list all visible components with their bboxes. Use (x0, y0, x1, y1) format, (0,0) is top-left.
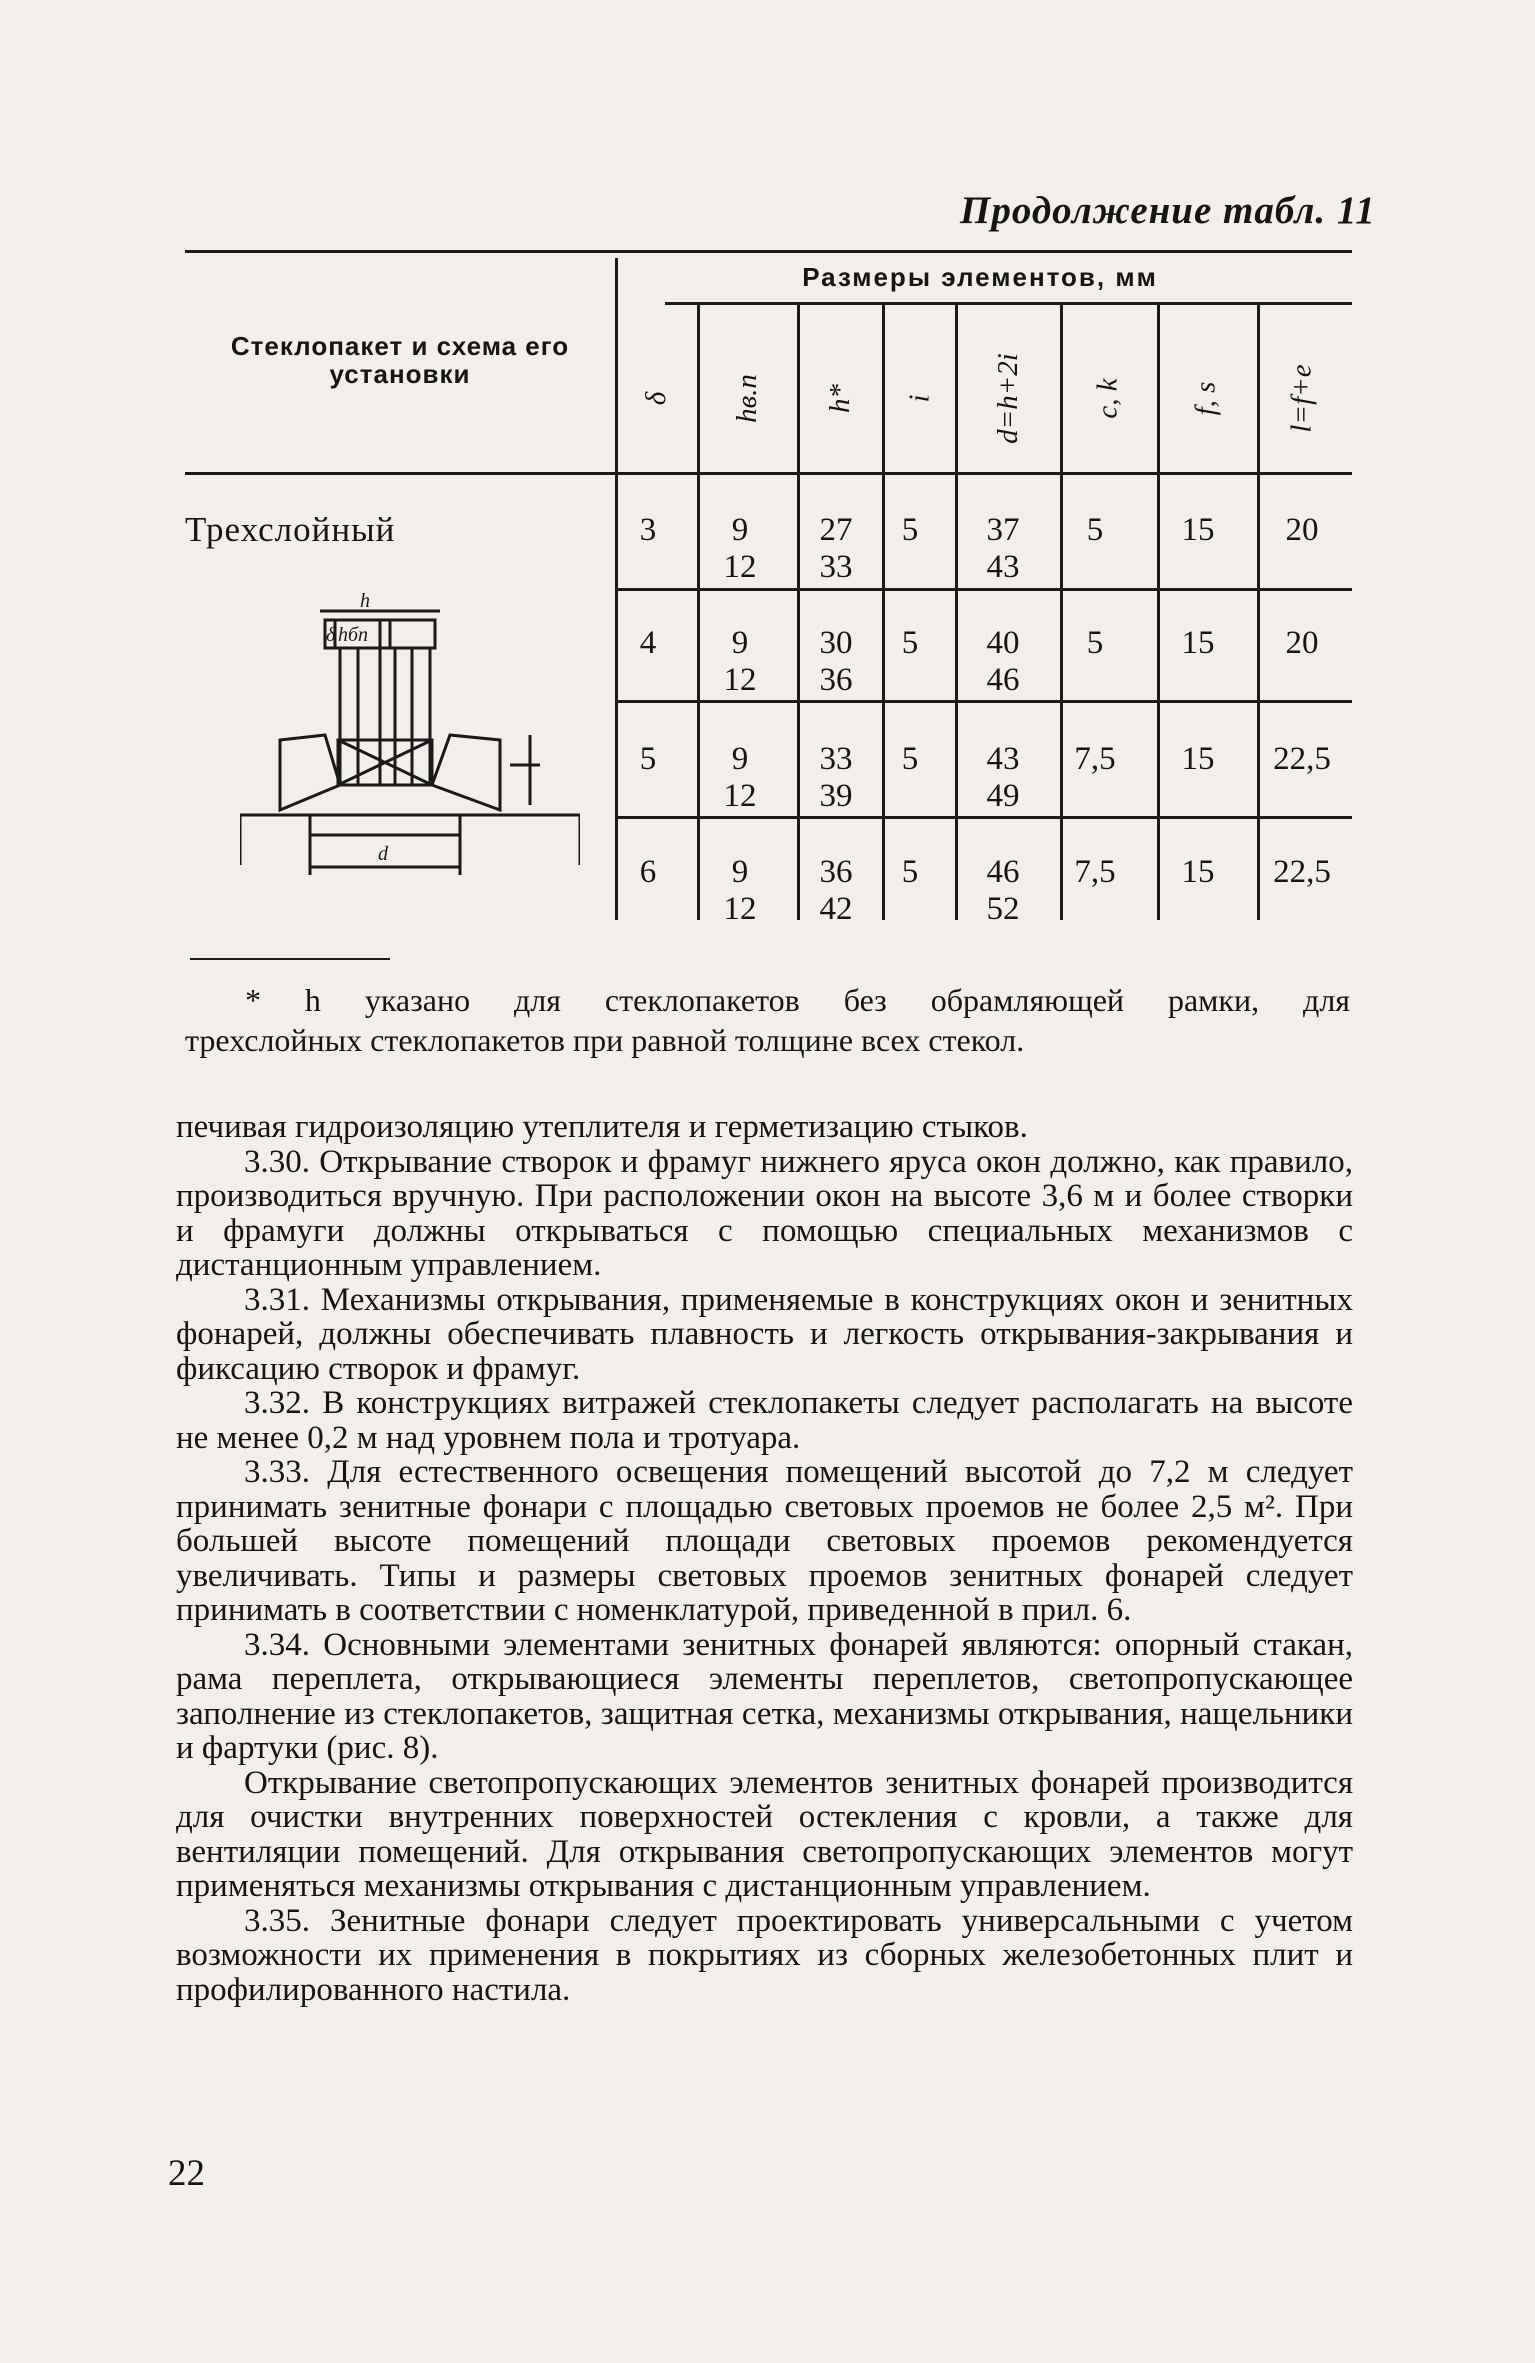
table-cell: 20 (1285, 625, 1319, 661)
table-cell: 5 (1086, 512, 1104, 548)
table-continuation-title: Продолжение табл. 11 (960, 189, 1376, 232)
body-text (176, 1110, 1353, 2007)
table-cell: 43 (986, 549, 1020, 585)
table-cell: 5 (901, 741, 919, 777)
column-header-d: d=h+2i (991, 353, 1024, 444)
row-label: Трехслойный (185, 510, 396, 549)
footnote-line: * h указано для стеклопакетов без обрамляющей рамки, для (245, 982, 1350, 1018)
paragraph: печивая гидроизоляцию утеплителя и герметизацию стыков. (176, 1109, 1028, 1145)
table-cell: 33 (819, 549, 853, 585)
column-header-sizes: Размеры элементов, мм (802, 262, 1158, 292)
table-cell: 5 (1086, 625, 1104, 661)
table-cell: 5 (901, 512, 919, 548)
column-header-fs: f, s (1189, 381, 1222, 416)
column-header-h: h* (823, 384, 856, 413)
paragraph-3-32: 3.32. В конструкциях витражей стеклопакеты следует располагать на высоте не менее 0,2 м над уровнем пола и тротуара. (176, 1385, 1353, 1456)
table-cell: 40 (986, 625, 1020, 661)
table-cell: 46 (986, 662, 1020, 698)
table-cell: 9 (731, 625, 749, 661)
column-header-hvp: hв.п (730, 374, 763, 423)
table-cell: 15 (1181, 854, 1215, 890)
table-cell: 39 (819, 778, 853, 814)
column-header-delta: δ (640, 391, 673, 406)
table-cell: 3 (639, 512, 657, 548)
table-cell: 22,5 (1273, 854, 1331, 890)
diagram-label-hbn: hбп (338, 624, 369, 646)
row-divider (615, 816, 1352, 819)
table-cell: 5 (901, 854, 919, 890)
diagram-label-delta: δ (326, 624, 336, 646)
column-divider (1257, 305, 1260, 920)
paragraph-3-34: 3.34. Основными элементами зенитных фонарей являются: опорный стакан, рама переплета, открывающиеся элементы переплетов, светопропускающее заполнение из стеклопакетов, защитная сетка, механизмы открывания, нащельники и фартуки (рис. 8). (176, 1626, 1353, 1766)
table-cell: 22,5 (1273, 741, 1331, 777)
table-cell: 36 (819, 854, 853, 890)
row-divider (615, 700, 1352, 703)
table-cell: 15 (1181, 625, 1215, 661)
paragraph-3-35: 3.35. Зенитные фонари следует проектировать универсальными с учетом возможности их применения в покрытиях из сборных железобетонных плит и профилированного настила. (176, 1902, 1353, 2008)
table-cell: 15 (1181, 512, 1215, 548)
table-cell: 49 (986, 778, 1020, 814)
glazing-unit-diagram (240, 585, 580, 885)
page-number: 22 (168, 2153, 205, 2194)
table-cell: 36 (819, 662, 853, 698)
table-cell: 20 (1285, 512, 1319, 548)
table-cell: 7,5 (1074, 854, 1116, 890)
table-cell: 33 (819, 741, 853, 777)
table-cell: 4 (639, 625, 657, 661)
table-cell: 12 (723, 549, 757, 585)
column-header-i: i (903, 394, 936, 403)
table-cell: 5 (901, 625, 919, 661)
row-divider (615, 588, 1352, 591)
column-header-unit: Стеклопакет и схема его установки (230, 331, 570, 389)
footnote-rule (190, 958, 390, 960)
table-cell: 15 (1181, 741, 1215, 777)
table-cell: 37 (986, 512, 1020, 548)
diagram-label-d: d (378, 843, 388, 865)
table-cell: 9 (731, 512, 749, 548)
column-header-l: l=f+e (1285, 364, 1318, 433)
table-cell: 5 (639, 741, 657, 777)
column-header-ck: c, k (1091, 378, 1124, 419)
table-cell: 27 (819, 512, 853, 548)
column-divider (1157, 305, 1160, 920)
table-cell: 9 (731, 741, 749, 777)
table-cell: 12 (723, 891, 757, 927)
table-cell: 43 (986, 741, 1020, 777)
column-divider (1060, 305, 1063, 920)
diagram-label-h: h (360, 590, 370, 612)
paragraph-3-31: 3.31. Механизмы открывания, применяемые в конструкциях окон и зенитных фонарей, должны обеспечивать плавность и легкость открывания-закрывания и фиксацию створок и фрамуг. (176, 1281, 1353, 1387)
table-cell: 52 (986, 891, 1020, 927)
paragraph-3-33: 3.33. Для естественного освещения помещений высотой до 7,2 м следует принимать зенитные фонари с площадью световых проемов не более 2,5 м². При большей высоте помещений площади световых проемов рекомендуется увеличивать. Типы и размеры световых проемов зенитных фонарей следует принимать в соответствии с номенклатурой, приведенной в прил. 6. (176, 1454, 1353, 1628)
table-cell: 42 (819, 891, 853, 927)
table-cell: 12 (723, 662, 757, 698)
table-cell: 46 (986, 854, 1020, 890)
paragraph-3-30: 3.30. Открывание створок и фрамуг нижнего яруса окон должно, как правило, производиться вручную. При расположении окон на высоте 3,6 м и более створки и фрамуги должны открываться с помощью специальных механизмов с дистанционным управлением. (176, 1143, 1353, 1283)
column-divider (697, 305, 700, 920)
table-cell: 7,5 (1074, 741, 1116, 777)
paragraph-3-34-cont: Открывание светопропускающих элементов зенитных фонарей производится для очистки внутренних поверхностей остекления с кровли, а также для вентиляции помещений. Для открывания светопропускающих элементов могут применяться механизмы открывания с дистанционным управлением. (176, 1764, 1353, 1904)
table-cell: 9 (731, 854, 749, 890)
table-cell: 30 (819, 625, 853, 661)
table-cell: 12 (723, 778, 757, 814)
table-cell: 6 (639, 854, 657, 890)
table-footnote (185, 980, 1350, 1060)
table-header-bottom-rule (185, 472, 1352, 475)
footnote-line: трехслойных стеклопакетов при равной толщине всех стекол. (185, 1022, 1025, 1058)
table-top-rule (185, 250, 1352, 253)
